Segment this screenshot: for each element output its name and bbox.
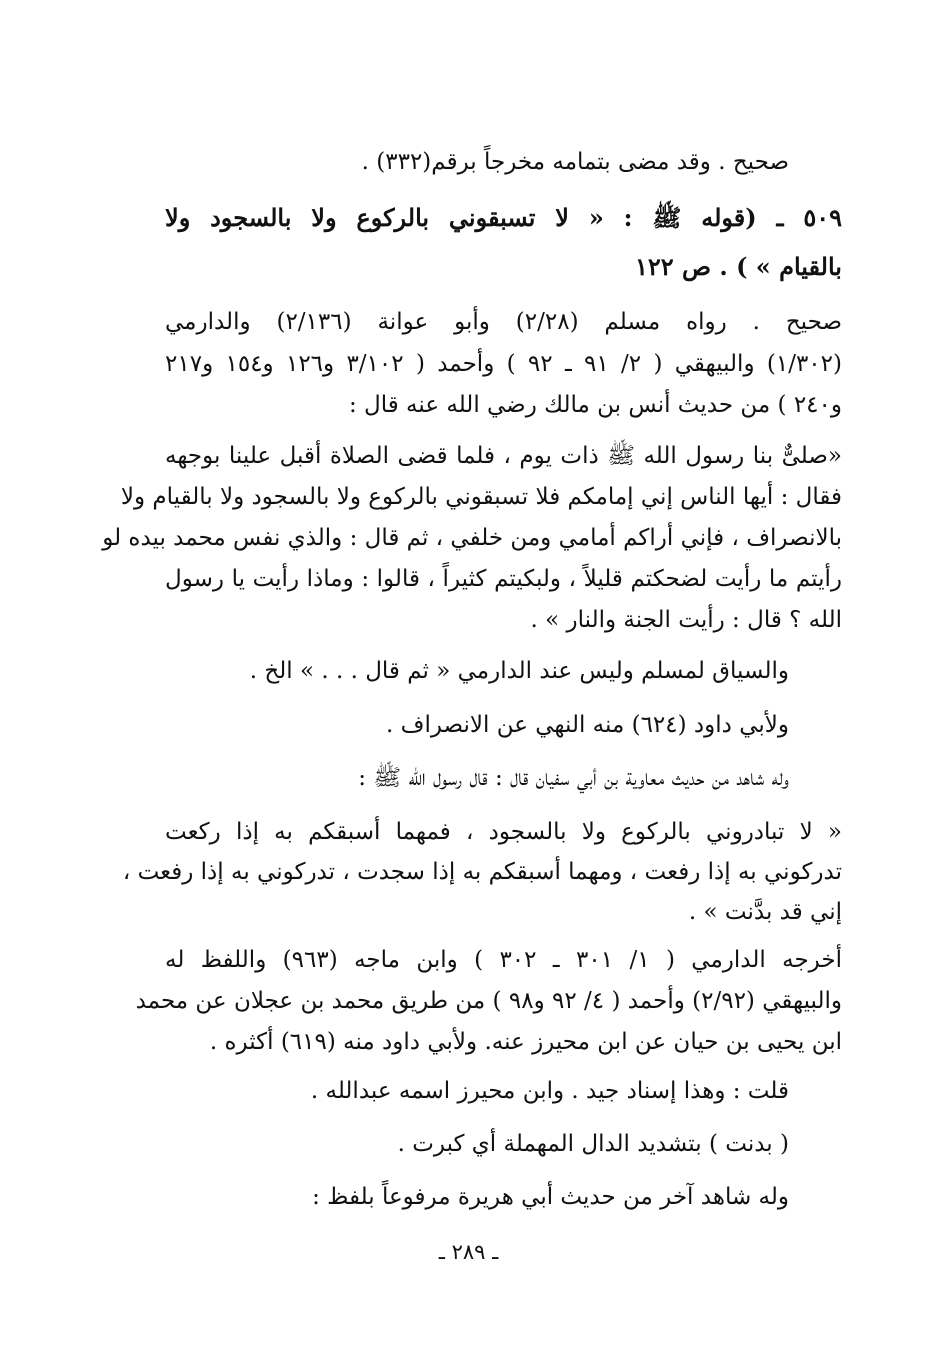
text-line: والبيهقي (٢/٩٢) وأحمد ( ٤/ ٩٢ و٩٨ ) من طريق محمد بن عجلان عن محمد [135, 988, 842, 1014]
text-line: صحيح . وقد مضى بتمامه مخرجاً برقم(٣٣٢) . [361, 149, 789, 175]
text-line: ( بدنت ) بتشديد الدال المهملة أي كبرت . [397, 1131, 789, 1157]
quote-line: «صلىٌّ بنا رسول الله ﷺ ذات يوم ، فلما قضى الصلاة أقبل علينا بوجهه [165, 443, 842, 469]
hadith-heading-line: بالقيام » ) . ص ١٢٢ [634, 252, 842, 281]
quote-line: فقال : أيها الناس إني إمامكم فلا تسبقوني بالركوع ولا بالسجود ولا بالقيام ولا [120, 484, 842, 510]
text-line: ولأبي داود (٦٢٤) منه النهي عن الانصراف . [386, 712, 789, 738]
text-line: و٢٤٠ ) من حديث أنس بن مالك رضي الله عنه قال : [348, 392, 842, 418]
text-line: ابن يحيى بن حيان عن ابن محيرز عنه. ولأبي داود منه (٦١٩) أكثره . [209, 1029, 842, 1055]
text-line: (١/٣٠٢) والبيهقي ( ٢/ ٩١ ـ ٩٢ ) وأحمد ( ٣/١٠٢ و١٢٦ و١٥٤ و٢١٧ [165, 351, 842, 377]
quote-line: « لا تبادروني بالركوع ولا بالسجود ، فمهما أسبقكم به إذا ركعت [165, 819, 842, 845]
hadith-heading-line: ٥٠٩ ـ (قوله ﷺ : « لا تسبقوني بالركوع ولا بالسجود ولا [165, 203, 842, 232]
text-line: والسياق لمسلم وليس عند الدارمي « ثم قال . . . » الخ . [249, 658, 789, 684]
text-line: وله شاهد من حديث معاوية بن أبي سفيان قال : قال رسول الله ﷺ : [358, 765, 789, 791]
quote-line: تدركوني به إذا رفعت ، ومهما أسبقكم به إذا سجدت ، تدركوني به إذا رفعت ، [122, 859, 842, 885]
text-line: صحيح . رواه مسلم (٢/٢٨) وأبو عوانة (٢/١٣٦) والدارمي [165, 309, 842, 335]
quote-line: رأيتم ما رأيت لضحكتم قليلاً ، ولبكيتم كثيراً ، قالوا : وماذا رأيت يا رسول [165, 566, 842, 592]
text-line: قلت : وهذا إسناد جيد . وابن محيرز اسمه عبدالله . [310, 1078, 789, 1104]
quote-line: إني قد بدَّنت » . [688, 899, 842, 925]
text-line: أخرجه الدارمي ( ١/ ٣٠١ ـ ٣٠٢ ) وابن ماجه (٩٦٣) واللفظ له [165, 947, 842, 973]
page-number: ـ ٢٨٩ ـ [438, 1240, 499, 1264]
quote-line: الله ؟ قال : رأيت الجنة والنار » . [530, 607, 842, 633]
text-line: وله شاهد آخر من حديث أبي هريرة مرفوعاً بلفظ : [312, 1184, 789, 1210]
quote-line: بالانصراف ، فإني أراكم أمامي ومن خلفي ، ثم قال : والذي نفس محمد بيده لو [102, 525, 842, 551]
